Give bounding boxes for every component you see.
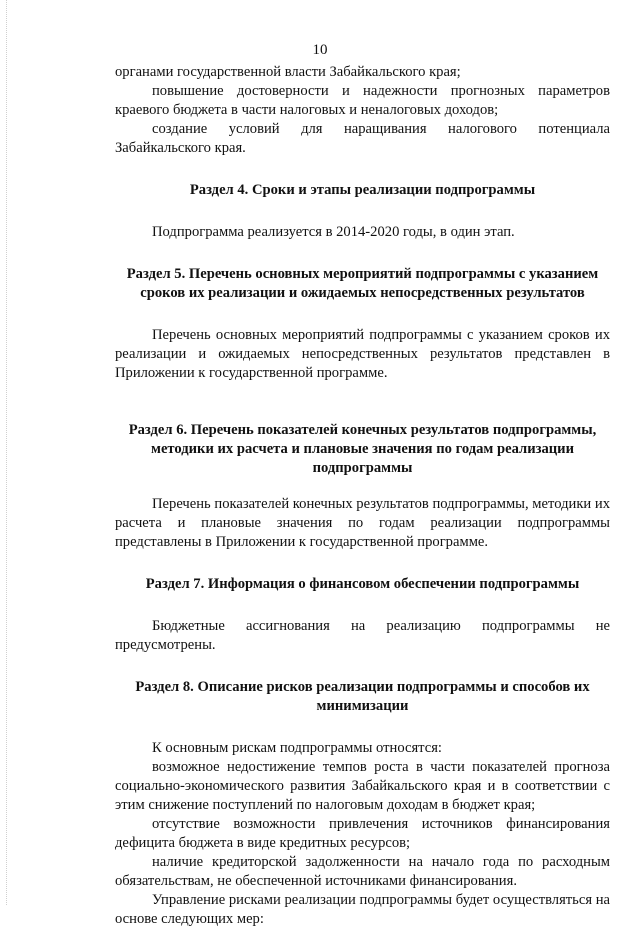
intro-item-3: создание условий для наращивания налогового потенциала Забайкальского края.	[115, 121, 610, 156]
scan-edge-marks	[6, 0, 8, 905]
section-8-risk-3: наличие кредиторской задолженности на начало года по расходным обязательствам, не обеспеченной источниками финансирования.	[115, 854, 610, 889]
section-8-heading: Раздел 8. Описание рисков реализации подпрограммы и способов их минимизации	[135, 679, 590, 714]
section-5-text: Перечень основных мероприятий подпрограммы с указанием сроков их реализации и ожидаемых непосредственных результатов представлен в Приложении к государственной программе.	[115, 327, 610, 381]
intro-item-2: повышение достоверности и надежности прогнозных параметров краевого бюджета в части налоговых и неналоговых доходов;	[115, 83, 610, 118]
section-5-heading: Раздел 5. Перечень основных мероприятий подпрограммы с указанием сроков их реализации и ожидаемых непосредственных результатов	[126, 266, 599, 301]
section-8-management: Управление рисками реализации подпрограммы будет осуществляться на основе следующих мер:	[115, 892, 610, 927]
section-4-heading: Раздел 4. Сроки и этапы реализации подпрограммы	[189, 182, 536, 198]
section-7-heading: Раздел 7. Информация о финансовом обеспечении подпрограммы	[145, 576, 580, 592]
section-4-text: Подпрограмма реализуется в 2014-2020 годы, в один этап.	[152, 224, 515, 240]
page-number: 10	[312, 42, 328, 58]
section-7-text: Бюджетные ассигнования на реализацию подпрограммы не предусмотрены.	[115, 618, 610, 653]
page-content	[115, 63, 610, 929]
section-6-text: Перечень показателей конечных результатов подпрограммы, методики их расчета и плановые значения по годам реализации подпрограммы представлены в Приложении к государственной программе.	[115, 496, 610, 550]
section-8-intro: К основным рискам подпрограммы относятся:	[152, 740, 442, 756]
section-8-risk-1: возможное недостижение темпов роста в части показателей прогноза социально-экономического развития Забайкальского края и в соответствии с этим снижение поступлений по налоговым доходам в бюджет края;	[115, 759, 610, 813]
intro-line-1: органами государственной власти Забайкальского края;	[115, 64, 461, 80]
section-8-risk-2: отсутствие возможности привлечения источников финансирования дефицита бюджета в виде кредитных ресурсов;	[115, 816, 610, 851]
section-6-heading: Раздел 6. Перечень показателей конечных результатов подпрограммы, методики их расчета и плановые значения по годам реализации подпрограммы	[128, 422, 597, 476]
